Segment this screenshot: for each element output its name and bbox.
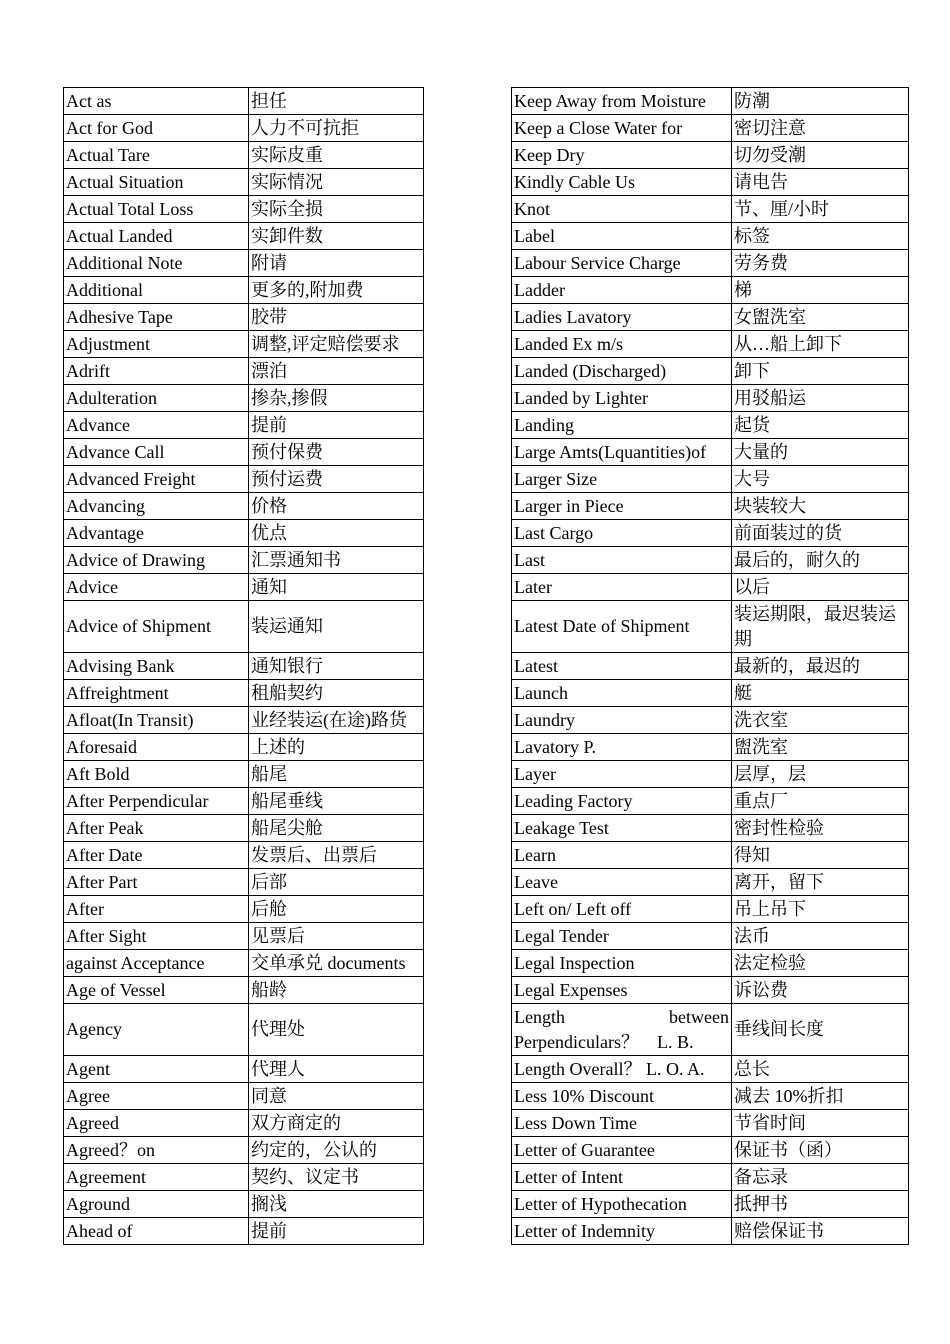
english-term: Launch <box>512 680 732 707</box>
glossary-row <box>64 653 424 680</box>
glossary-row <box>64 1056 424 1083</box>
english-term: Leave <box>512 869 732 896</box>
glossary-row <box>512 761 909 788</box>
english-term: Length Overall？ L. O. A. <box>512 1056 732 1083</box>
glossary-row <box>512 358 909 385</box>
english-term: Label <box>512 223 732 250</box>
english-term: Adulteration <box>64 385 249 412</box>
chinese-translation: 船龄 <box>249 977 424 1004</box>
chinese-translation: 约定的，公认的 <box>249 1137 424 1164</box>
chinese-translation: 预付保费 <box>249 439 424 466</box>
english-term: Leakage Test <box>512 815 732 842</box>
chinese-translation: 梯 <box>732 277 909 304</box>
glossary-row <box>64 815 424 842</box>
english-term: Act for God <box>64 115 249 142</box>
glossary-row <box>512 250 909 277</box>
glossary-row <box>64 869 424 896</box>
glossary-row <box>512 896 909 923</box>
english-term: Advantage <box>64 520 249 547</box>
glossary-row <box>512 923 909 950</box>
glossary-row <box>512 493 909 520</box>
english-term: Less Down Time <box>512 1110 732 1137</box>
glossary-row <box>512 520 909 547</box>
glossary-row <box>64 1110 424 1137</box>
chinese-translation: 发票后、出票后 <box>249 842 424 869</box>
chinese-translation: 双方商定的 <box>249 1110 424 1137</box>
english-term: Agreement <box>64 1164 249 1191</box>
english-term: Adrift <box>64 358 249 385</box>
english-term: Afloat(In Transit) <box>64 707 249 734</box>
english-term: Latest <box>512 653 732 680</box>
english-term: After <box>64 896 249 923</box>
glossary-row <box>512 88 909 115</box>
glossary-row <box>512 385 909 412</box>
english-term: Ladder <box>512 277 732 304</box>
glossary-row <box>64 1164 424 1191</box>
chinese-translation: 从…船上卸下 <box>732 331 909 358</box>
chinese-translation: 预付运费 <box>249 466 424 493</box>
chinese-translation: 起货 <box>732 412 909 439</box>
chinese-translation: 总长 <box>732 1056 909 1083</box>
english-term: Advice of Shipment <box>64 601 249 653</box>
glossary-row <box>64 601 424 653</box>
english-term: Kindly Cable Us <box>512 169 732 196</box>
english-term: Advancing <box>64 493 249 520</box>
chinese-translation: 实际皮重 <box>249 142 424 169</box>
chinese-translation: 节省时间 <box>732 1110 909 1137</box>
glossary-row <box>64 142 424 169</box>
chinese-translation: 以后 <box>732 574 909 601</box>
chinese-translation: 抵押书 <box>732 1191 909 1218</box>
english-term: After Part <box>64 869 249 896</box>
english-term: Laundry <box>512 707 732 734</box>
chinese-translation: 艇 <box>732 680 909 707</box>
english-term: Ahead of <box>64 1218 249 1245</box>
chinese-translation: 保证书（函） <box>732 1137 909 1164</box>
glossary-row <box>512 601 909 653</box>
glossary-row <box>512 653 909 680</box>
chinese-translation: 卸下 <box>732 358 909 385</box>
chinese-translation: 搁浅 <box>249 1191 424 1218</box>
english-term: After Perpendicular <box>64 788 249 815</box>
glossary-row <box>512 1056 909 1083</box>
english-term: Landed by Lighter <box>512 385 732 412</box>
english-term: Advance <box>64 412 249 439</box>
chinese-translation: 密封性检验 <box>732 815 909 842</box>
chinese-translation: 见票后 <box>249 923 424 950</box>
english-term: Letter of Hypothecation <box>512 1191 732 1218</box>
english-term: Last <box>512 547 732 574</box>
chinese-translation: 装运期限，最迟装运期 <box>732 601 909 653</box>
glossary-row <box>512 707 909 734</box>
chinese-translation: 重点厂 <box>732 788 909 815</box>
english-term: Landed (Discharged) <box>512 358 732 385</box>
glossary-row <box>512 1110 909 1137</box>
english-term: Advice of Drawing <box>64 547 249 574</box>
english-term: Leading Factory <box>512 788 732 815</box>
english-term: Letter of Intent <box>512 1164 732 1191</box>
english-term: Actual Landed <box>64 223 249 250</box>
chinese-translation: 通知银行 <box>249 653 424 680</box>
chinese-translation: 船尾 <box>249 761 424 788</box>
glossary-row <box>512 115 909 142</box>
chinese-translation: 法币 <box>732 923 909 950</box>
chinese-translation: 装运通知 <box>249 601 424 653</box>
english-term: Aforesaid <box>64 734 249 761</box>
glossary-row <box>512 1137 909 1164</box>
english-term: Larger Size <box>512 466 732 493</box>
english-term: Keep Dry <box>512 142 732 169</box>
glossary-row <box>512 1004 909 1056</box>
glossary-row <box>64 277 424 304</box>
glossary-row <box>64 169 424 196</box>
glossary-row <box>64 412 424 439</box>
glossary-row <box>64 520 424 547</box>
english-term: After Sight <box>64 923 249 950</box>
glossary-row <box>64 1191 424 1218</box>
english-term: Agree <box>64 1083 249 1110</box>
english-term: Latest Date of Shipment <box>512 601 732 653</box>
chinese-translation: 垂线间长度 <box>732 1004 909 1056</box>
glossary-row <box>64 304 424 331</box>
chinese-translation: 离开，留下 <box>732 869 909 896</box>
glossary-row <box>64 1083 424 1110</box>
english-term: After Peak <box>64 815 249 842</box>
glossary-row <box>64 115 424 142</box>
chinese-translation: 汇票通知书 <box>249 547 424 574</box>
english-term: Keep Away from Moisture <box>512 88 732 115</box>
english-term: Adjustment <box>64 331 249 358</box>
glossary-row <box>64 707 424 734</box>
glossary-row <box>64 1218 424 1245</box>
chinese-translation: 切勿受潮 <box>732 142 909 169</box>
english-term: Aft Bold <box>64 761 249 788</box>
chinese-translation: 更多的,附加费 <box>249 277 424 304</box>
chinese-translation: 大号 <box>732 466 909 493</box>
english-term: Labour Service Charge <box>512 250 732 277</box>
chinese-translation: 通知 <box>249 574 424 601</box>
chinese-translation: 提前 <box>249 1218 424 1245</box>
glossary-row <box>512 169 909 196</box>
english-term: Later <box>512 574 732 601</box>
glossary-row <box>512 869 909 896</box>
glossary-row <box>512 734 909 761</box>
english-term: Letter of Indemnity <box>512 1218 732 1245</box>
english-term: Agreed？on <box>64 1137 249 1164</box>
english-term: Age of Vessel <box>64 977 249 1004</box>
chinese-translation: 代理人 <box>249 1056 424 1083</box>
english-term: Legal Expenses <box>512 977 732 1004</box>
english-term: Additional <box>64 277 249 304</box>
glossary-row <box>512 788 909 815</box>
glossary-row <box>64 196 424 223</box>
english-term: Agent <box>64 1056 249 1083</box>
english-term: Ladies Lavatory <box>512 304 732 331</box>
chinese-translation: 法定检验 <box>732 950 909 977</box>
english-term: Keep a Close Water for <box>512 115 732 142</box>
glossary-row <box>64 1137 424 1164</box>
chinese-translation: 减去 10%折扣 <box>732 1083 909 1110</box>
english-term: Landed Ex m/s <box>512 331 732 358</box>
chinese-translation: 吊上吊下 <box>732 896 909 923</box>
english-term: Agency <box>64 1004 249 1056</box>
chinese-translation: 防潮 <box>732 88 909 115</box>
left-table-body <box>64 88 424 1245</box>
chinese-translation: 实卸件数 <box>249 223 424 250</box>
english-term: Learn <box>512 842 732 869</box>
english-term: against Acceptance <box>64 950 249 977</box>
english-term-line1 <box>514 1005 729 1030</box>
chinese-translation: 提前 <box>249 412 424 439</box>
english-term-word: Length <box>514 1006 565 1027</box>
english-term: Advice <box>64 574 249 601</box>
chinese-translation: 密切注意 <box>732 115 909 142</box>
chinese-translation: 上述的 <box>249 734 424 761</box>
chinese-translation: 后部 <box>249 869 424 896</box>
glossary-row <box>64 923 424 950</box>
glossary-row <box>512 815 909 842</box>
right-glossary-table <box>511 87 909 1245</box>
chinese-translation: 业经装运(在途)路货 <box>249 707 424 734</box>
glossary-row <box>64 250 424 277</box>
chinese-translation: 掺杂,掺假 <box>249 385 424 412</box>
chinese-translation: 交单承兑 documents <box>249 950 424 977</box>
glossary-row <box>64 788 424 815</box>
english-term: Act as <box>64 88 249 115</box>
chinese-translation: 洗衣室 <box>732 707 909 734</box>
chinese-translation: 实际情况 <box>249 169 424 196</box>
glossary-row <box>512 223 909 250</box>
glossary-row <box>64 385 424 412</box>
chinese-translation: 租船契约 <box>249 680 424 707</box>
glossary-row <box>64 734 424 761</box>
chinese-translation: 漂泊 <box>249 358 424 385</box>
english-term: Large Amts(Lquantities)of <box>512 439 732 466</box>
chinese-translation: 担任 <box>249 88 424 115</box>
glossary-row <box>512 1164 909 1191</box>
chinese-translation: 备忘录 <box>732 1164 909 1191</box>
english-term: Letter of Guarantee <box>512 1137 732 1164</box>
glossary-row <box>64 358 424 385</box>
chinese-translation: 最新的，最迟的 <box>732 653 909 680</box>
english-term: After Date <box>64 842 249 869</box>
glossary-row <box>512 331 909 358</box>
english-term: Actual Situation <box>64 169 249 196</box>
chinese-translation: 同意 <box>249 1083 424 1110</box>
glossary-row <box>64 466 424 493</box>
glossary-row <box>512 1191 909 1218</box>
chinese-translation: 最后的，耐久的 <box>732 547 909 574</box>
english-term: Actual Tare <box>64 142 249 169</box>
chinese-translation: 诉讼费 <box>732 977 909 1004</box>
glossary-row <box>64 439 424 466</box>
glossary-row <box>512 277 909 304</box>
chinese-translation: 大量的 <box>732 439 909 466</box>
glossary-row <box>512 547 909 574</box>
chinese-translation: 实际全损 <box>249 196 424 223</box>
right-table-body <box>512 88 909 1245</box>
english-term: Knot <box>512 196 732 223</box>
glossary-row <box>64 950 424 977</box>
chinese-translation: 块装较大 <box>732 493 909 520</box>
chinese-translation: 胶带 <box>249 304 424 331</box>
glossary-row <box>512 142 909 169</box>
glossary-row <box>512 439 909 466</box>
glossary-row <box>512 950 909 977</box>
english-term: Layer <box>512 761 732 788</box>
chinese-translation: 赔偿保证书 <box>732 1218 909 1245</box>
glossary-row <box>64 493 424 520</box>
chinese-translation: 女盥洗室 <box>732 304 909 331</box>
glossary-row <box>512 977 909 1004</box>
glossary-row <box>64 331 424 358</box>
chinese-translation: 调整,评定赔偿要求 <box>249 331 424 358</box>
english-term: Last Cargo <box>512 520 732 547</box>
english-term: Lavatory P. <box>512 734 732 761</box>
chinese-translation: 优点 <box>249 520 424 547</box>
glossary-row <box>64 223 424 250</box>
glossary-row <box>64 761 424 788</box>
english-term: Legal Tender <box>512 923 732 950</box>
chinese-translation: 船尾尖舱 <box>249 815 424 842</box>
english-term <box>512 1004 732 1056</box>
left-glossary-table <box>63 87 424 1245</box>
chinese-translation: 契约、议定书 <box>249 1164 424 1191</box>
chinese-translation: 节、厘/小时 <box>732 196 909 223</box>
glossary-row <box>64 842 424 869</box>
chinese-translation: 盥洗室 <box>732 734 909 761</box>
chinese-translation: 人力不可抗拒 <box>249 115 424 142</box>
glossary-row <box>64 680 424 707</box>
english-term: Less 10% Discount <box>512 1083 732 1110</box>
chinese-translation: 前面装过的货 <box>732 520 909 547</box>
english-term: Aground <box>64 1191 249 1218</box>
glossary-row <box>64 547 424 574</box>
english-term-word: between <box>669 1006 729 1027</box>
english-term: Advance Call <box>64 439 249 466</box>
glossary-row <box>512 574 909 601</box>
glossary-row <box>64 977 424 1004</box>
chinese-translation: 标签 <box>732 223 909 250</box>
glossary-row <box>512 842 909 869</box>
chinese-translation: 请电告 <box>732 169 909 196</box>
english-term: Advising Bank <box>64 653 249 680</box>
glossary-row <box>512 196 909 223</box>
english-term: Landing <box>512 412 732 439</box>
english-term-line2: Perpendiculars？ L. B. <box>514 1031 694 1052</box>
chinese-translation: 用驳船运 <box>732 385 909 412</box>
english-term: Affreightment <box>64 680 249 707</box>
glossary-row <box>512 1218 909 1245</box>
glossary-row <box>512 680 909 707</box>
english-term: Larger in Piece <box>512 493 732 520</box>
chinese-translation: 后舱 <box>249 896 424 923</box>
english-term: Additional Note <box>64 250 249 277</box>
english-term: Adhesive Tape <box>64 304 249 331</box>
glossary-row <box>512 412 909 439</box>
glossary-row <box>512 1083 909 1110</box>
glossary-row <box>64 574 424 601</box>
chinese-translation: 代理处 <box>249 1004 424 1056</box>
chinese-translation: 得知 <box>732 842 909 869</box>
chinese-translation: 附请 <box>249 250 424 277</box>
chinese-translation: 劳务费 <box>732 250 909 277</box>
glossary-row <box>64 88 424 115</box>
glossary-row <box>512 304 909 331</box>
glossary-row <box>512 466 909 493</box>
english-term: Actual Total Loss <box>64 196 249 223</box>
glossary-row <box>64 1004 424 1056</box>
english-term: Left on/ Left off <box>512 896 732 923</box>
english-term: Legal Inspection <box>512 950 732 977</box>
english-term: Agreed <box>64 1110 249 1137</box>
english-term: Advanced Freight <box>64 466 249 493</box>
chinese-translation: 层厚，层 <box>732 761 909 788</box>
chinese-translation: 船尾垂线 <box>249 788 424 815</box>
chinese-translation: 价格 <box>249 493 424 520</box>
glossary-row <box>64 896 424 923</box>
